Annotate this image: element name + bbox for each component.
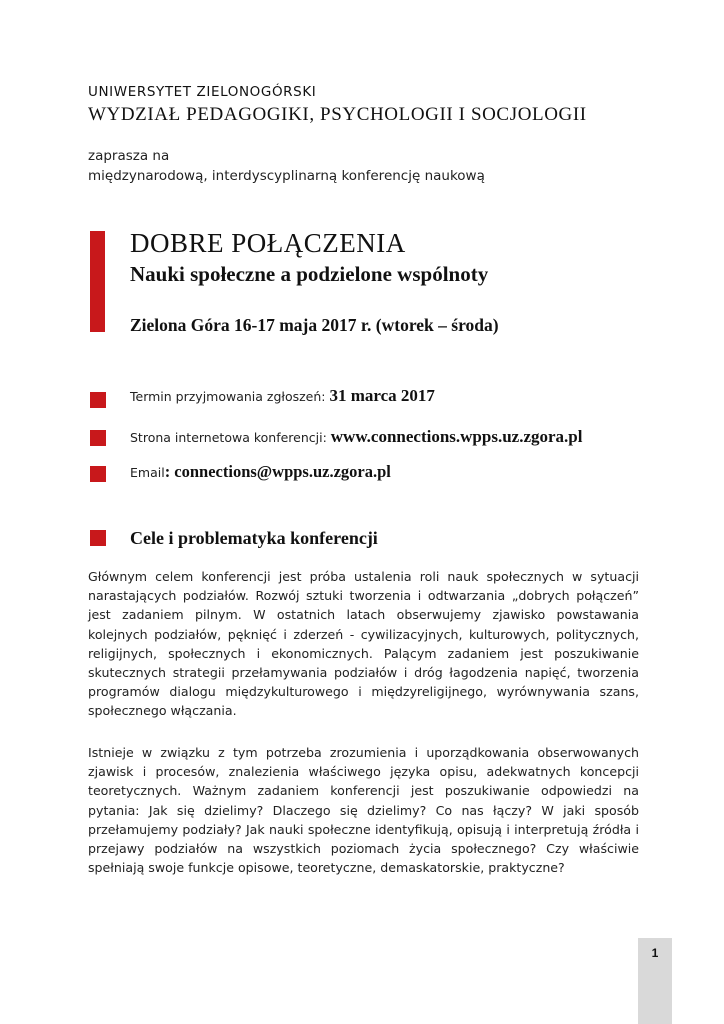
deadline-value: 31 marca 2017 <box>329 386 435 405</box>
email-label: Email <box>130 465 165 480</box>
paragraph-questions: Istnieje w związku z tym potrzeba zrozumienia i uporządkowania obserwowanych zjawisk i procesów, znalezienia właściwego języka opisu, adekwatnych koncepcji teoretycznych. Ważnym zadaniem konferencji jest poszukiwanie odpowiedzi na pytania: Jak się dzielimy? Dlaczego się dzielimy? Co nas łączy? W jaki sposób przełamujemy podziały? Jak nauki społeczne identyfikują, opisują i interpretują źródła i przejawy podziałów na wszystkich poziomach życia społecznego? Czy właściwie spełniają swoje funkcje opisowe, teoretyczne, demaskatorskie, praktyczne? <box>88 745 639 876</box>
deadline-line <box>130 386 435 406</box>
bullet-square-email <box>90 466 106 482</box>
deadline-label: Termin przyjmowania zgłoszeń: <box>130 389 330 404</box>
title-accent-bar <box>90 231 105 332</box>
website-line <box>130 427 582 447</box>
conference-title: DOBRE POŁĄCZENIA <box>130 228 406 258</box>
conference-subtitle: Nauki społeczne a podzielone wspólnoty <box>130 262 489 286</box>
page-number: 1 <box>651 946 659 960</box>
website-link[interactable]: www.connections.wpps.uz.zgora.pl <box>330 427 583 446</box>
conference-place-date: Zielona Góra 16-17 maja 2017 r. (wtorek – środa) <box>130 315 499 335</box>
bullet-square-deadline <box>90 392 106 408</box>
section-heading: Cele i problematyka konferencji <box>130 528 378 548</box>
paragraph-goals: Głównym celem konferencji jest próba ustalenia roli nauk społecznych w sytuacji narastających podziałów. Rozwój sztuki tworzenia i odtwarzania „dobrych połączeń” jest zadaniem pilnym. W ostatnich latach obserwujemy zjawisko powstawania kolejnych podziałów, pęknięć i zderzeń - cywilizacyjnych, kulturowych, politycznych, religijnych, społecznych i ekonomicznych. Palącym zadaniem jest poszukiwanie skutecznych strategii przełamywania podziałów i dróg łagodzenia napięć, tworzenia programów dialogu międzykulturowego i międzyreligijnego, wyrównywania szans, społecznego włączania. <box>88 569 639 719</box>
email-link[interactable]: : connections@wpps.uz.zgora.pl <box>164 462 391 481</box>
website-label: Strona internetowa konferencji: <box>130 430 331 445</box>
bullet-square-section <box>90 530 106 546</box>
invitation-line-1: zaprasza na <box>88 148 170 164</box>
bullet-square-website <box>90 430 106 446</box>
invitation-text <box>88 146 485 186</box>
university-name: UNIWERSYTET ZIELONOGÓRSKI <box>88 84 317 100</box>
faculty-name: WYDZIAŁ PEDAGOGIKI, PSYCHOLOGII I SOCJOLOGII <box>88 104 587 125</box>
email-line <box>130 462 391 482</box>
invitation-line-2: międzynarodową, interdyscyplinarną konferencję naukową <box>88 168 485 184</box>
